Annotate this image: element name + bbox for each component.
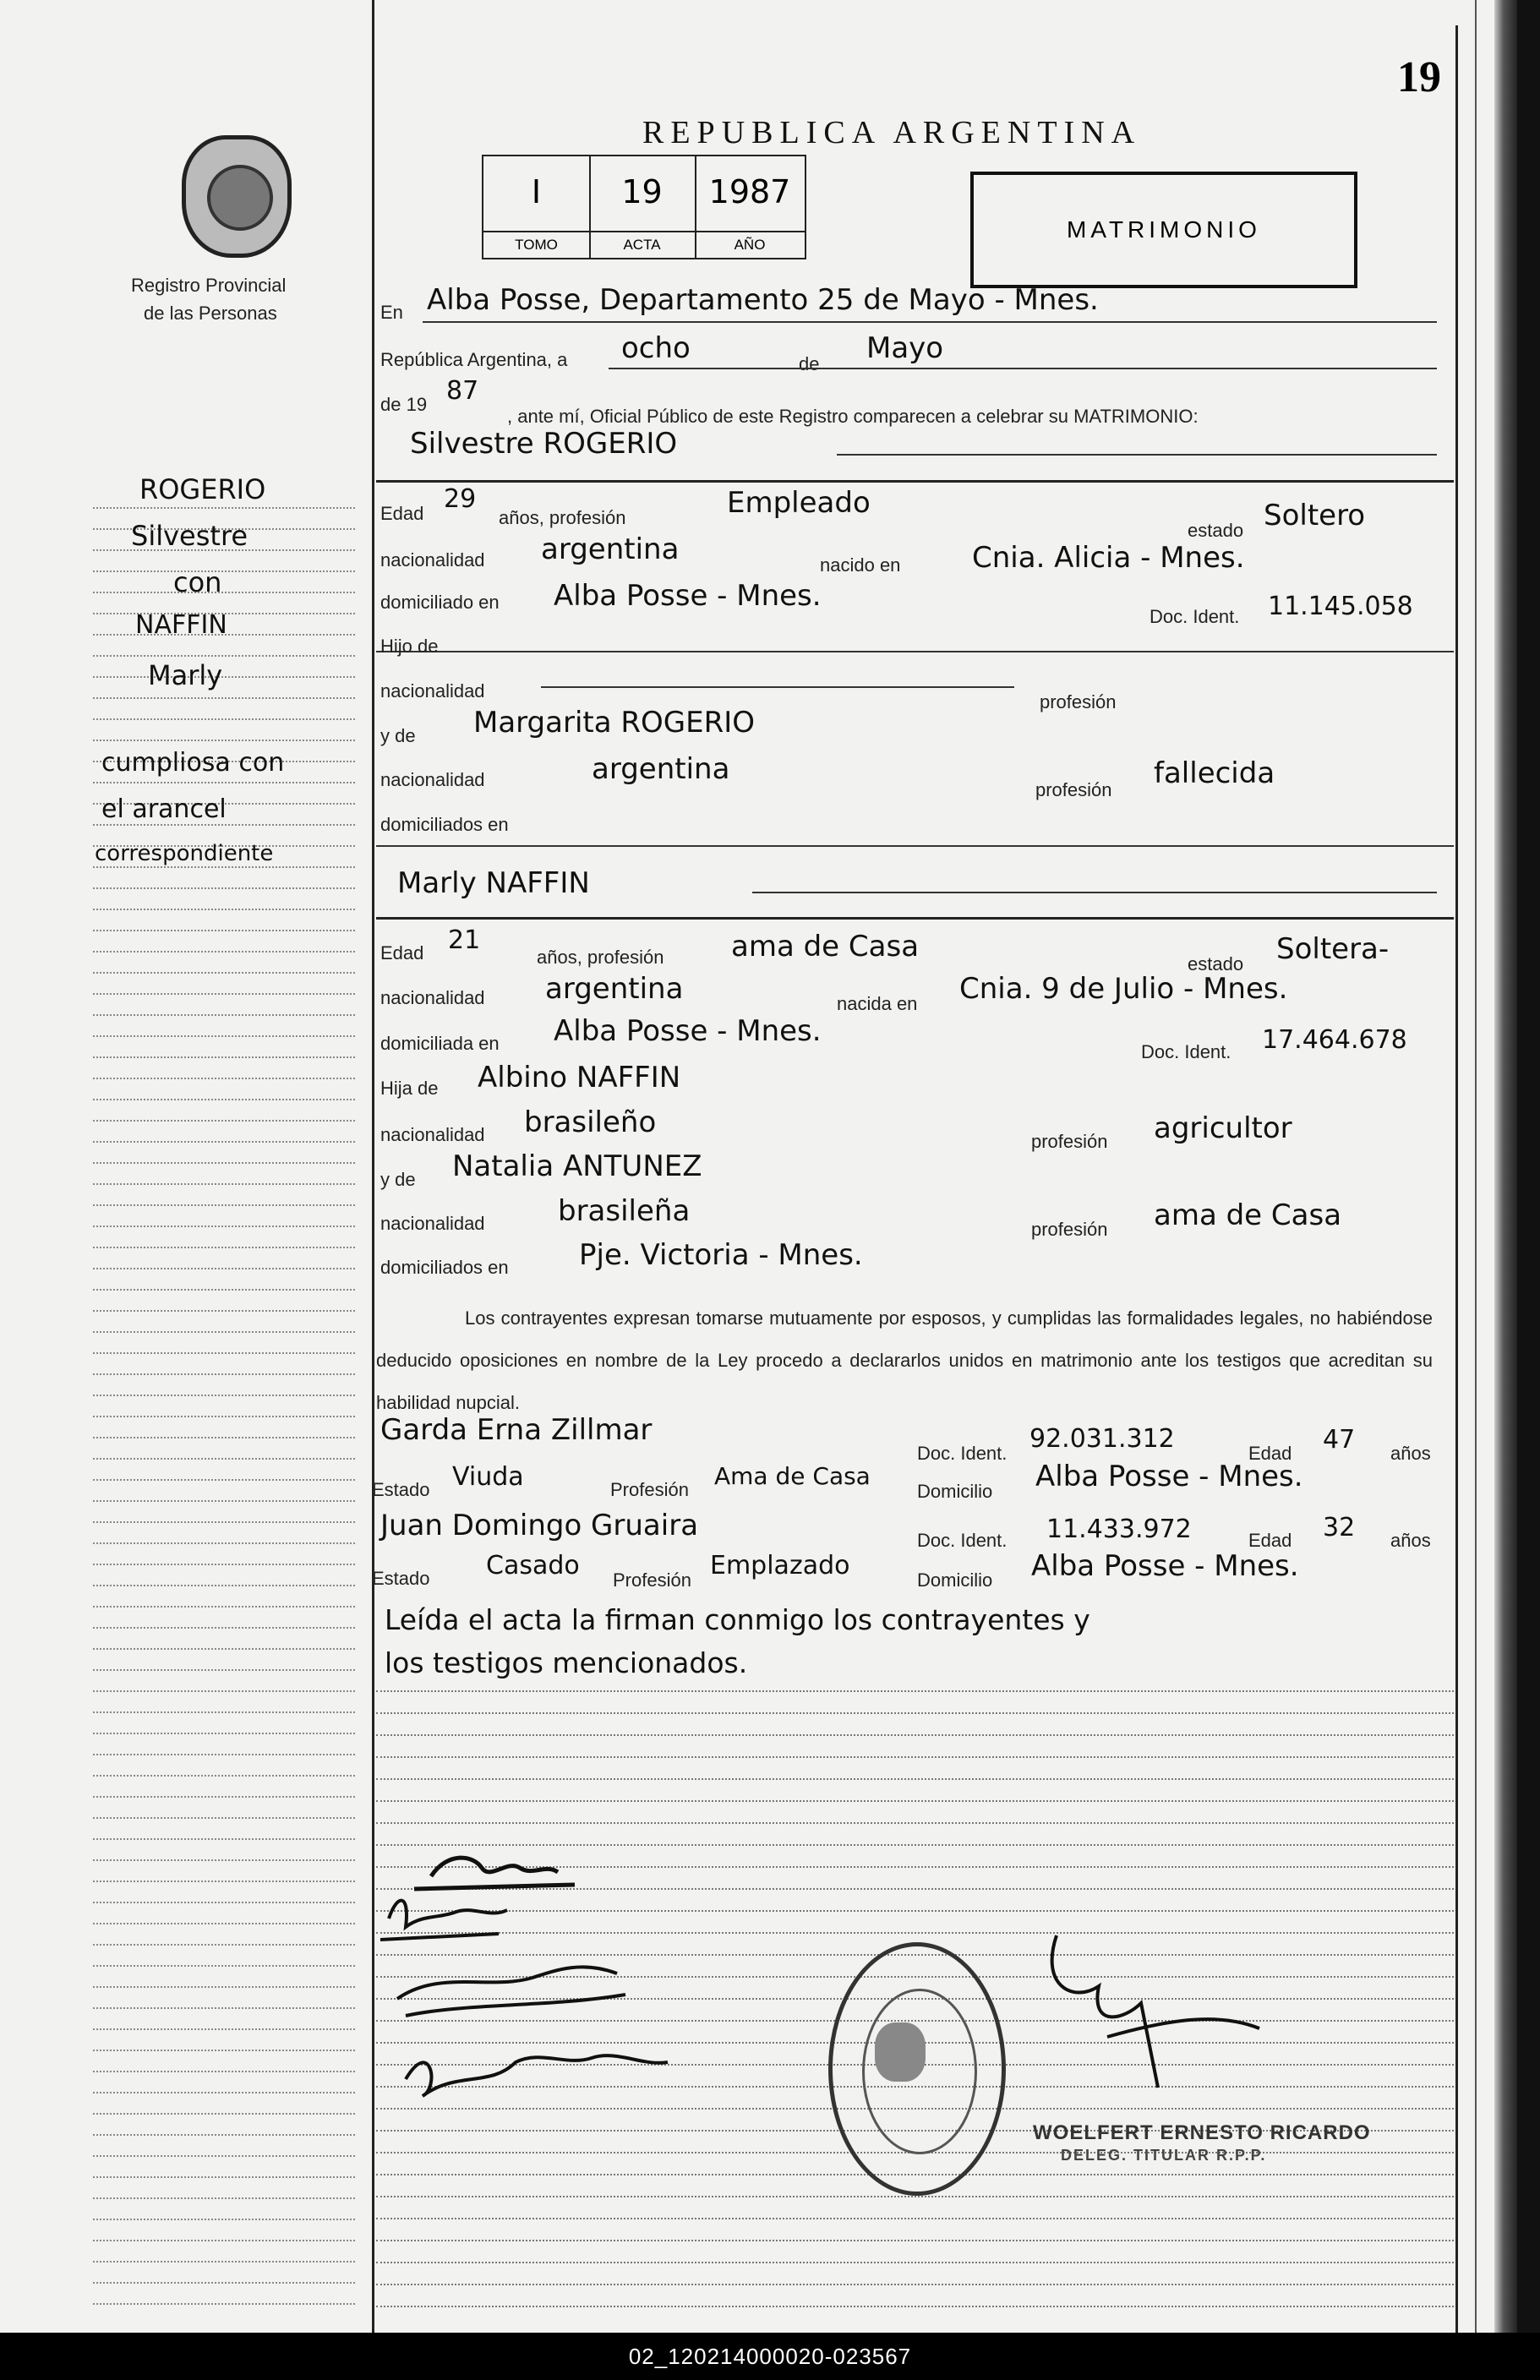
closing-line1: Leída el acta la firman conmigo los contrayentes y [385, 1603, 1090, 1636]
margin-ruled-line [93, 866, 355, 868]
witness2-prof-label: Profesión [613, 1569, 691, 1591]
bride-domicilio: Alba Posse - Mnes. [554, 1014, 822, 1048]
bride-mother-nac: brasileña [558, 1194, 691, 1228]
witness1-doc: 92.031.312 [1029, 1424, 1175, 1454]
margin-ruled-line [93, 697, 355, 699]
margin-note-line: Silvestre [131, 520, 248, 552]
signature-bride [380, 1901, 507, 1940]
act-type-box: MATRIMONIO [970, 172, 1357, 288]
margin-note-line: correspondiente [95, 841, 274, 866]
margin-ruled-line [93, 1056, 355, 1058]
margin-ruled-line [93, 1542, 355, 1544]
month-value: Mayo [866, 331, 944, 365]
margin-ruled-line [93, 1944, 355, 1946]
margin-ruled-line [93, 782, 355, 783]
official-seal [828, 1942, 1006, 2196]
margin-ruled-line [93, 951, 355, 953]
margin-ruled-line [93, 1817, 355, 1819]
margin-ruled-line [93, 1500, 355, 1502]
margin-ruled-line [93, 676, 355, 678]
groom-domicilio: Alba Posse - Mnes. [554, 579, 822, 613]
bride-nacida-en: Cnia. 9 de Julio - Mnes. [959, 972, 1288, 1006]
margin-ruled-line [93, 1268, 355, 1269]
margin-ruled-line [93, 1310, 355, 1312]
bride-profesion: ama de Casa [731, 930, 920, 963]
margin-outer-line [1475, 0, 1477, 2333]
body-ruled-line [376, 2262, 1454, 2263]
declaration-paragraph [376, 1297, 1433, 1424]
margin-ruled-line [93, 1352, 355, 1354]
margin-ruled-line [93, 2282, 355, 2284]
margin-ruled-line [93, 1986, 355, 1988]
groom-nac-label: nacionalidad [380, 549, 485, 570]
groom-father-nac-label: nacionalidad [380, 680, 485, 701]
margin-ruled-line [93, 1733, 355, 1734]
margin-ruled-line [93, 1035, 355, 1037]
bride-nacida-label: nacida en [837, 993, 918, 1014]
witness1-estado: Viuda [452, 1462, 524, 1492]
witness1-domicilio: Alba Posse - Mnes. [1035, 1460, 1303, 1493]
registry-line1: Registro Provincial [131, 275, 287, 296]
signature-witness1 [397, 1967, 625, 2016]
body-ruled-line [376, 2240, 1454, 2241]
margin-note-line: Marly [148, 659, 223, 691]
bride-father: Albino NAFFIN [478, 1061, 681, 1094]
bride-parents-dom: Pje. Victoria - Mnes. [579, 1238, 863, 1272]
margin-ruled-line [93, 993, 355, 995]
bride-mother-prof: ama de Casa [1154, 1198, 1342, 1232]
margin-ruled-line [93, 1099, 355, 1100]
margin-ruled-line [93, 1690, 355, 1692]
bride-mother-prof-label: profesión [1031, 1219, 1108, 1240]
groom-parents-dom-label: domiciliados en [380, 814, 509, 835]
margin-ruled-line [93, 1796, 355, 1798]
bride-father-nac-label: nacionalidad [380, 1124, 485, 1145]
margin-ruled-line [93, 2050, 355, 2051]
margin-ruled-line [93, 1902, 355, 1903]
place-value: Alba Posse, Departamento 25 de Mayo - Mnes. [427, 283, 1099, 317]
groom-hijo-label: Hijo de [380, 636, 439, 657]
groom-nacionalidad: argentina [541, 532, 680, 566]
witness1-dom-label: Domicilio [917, 1481, 993, 1502]
bride-hija-label: Hija de [380, 1078, 439, 1099]
margin-ruled-line [93, 718, 355, 720]
margin-ruled-line [93, 1141, 355, 1143]
witness2-estado-label: Estado [372, 1568, 430, 1589]
margin-ruled-line [93, 824, 355, 826]
margin-ruled-line [93, 1669, 355, 1671]
witness1-doc-label: Doc. Ident. [917, 1443, 1008, 1464]
groom-mother: Margarita ROGERIO [473, 706, 755, 740]
margin-ruled-line [93, 2028, 355, 2030]
official-title: DELEG. TITULAR R.P.P. [1061, 2147, 1267, 2164]
margin-ruled-line [93, 887, 355, 889]
tomo-label: TOMO [483, 231, 589, 258]
witness2-edad: 32 [1323, 1513, 1356, 1542]
groom-mother-prof-label: profesión [1035, 779, 1112, 800]
groom-nacido-label: nacido en [820, 554, 901, 576]
margin-ruled-line [93, 909, 355, 910]
page-number: 19 [1397, 53, 1441, 101]
margin-ruled-line [93, 1754, 355, 1755]
signature-groom [414, 1858, 575, 1889]
witness1-profesion: Ama de Casa [714, 1462, 871, 1490]
witness2-profesion: Emplazado [710, 1551, 850, 1580]
body-ruled-line [376, 2306, 1454, 2307]
bride-edad-label: Edad [380, 942, 424, 963]
margin-ruled-line [93, 1606, 355, 1608]
margin-ruled-line [93, 2155, 355, 2157]
day-value: ocho [621, 331, 691, 365]
body-ruled-line [376, 1800, 1454, 1802]
body-ruled-line [376, 1822, 1454, 1824]
margin-ruled-line [93, 2261, 355, 2263]
margin-ruled-line [93, 1162, 355, 1164]
margin-ruled-line [93, 655, 355, 657]
margin-ruled-line [93, 1014, 355, 1016]
groom-doc: 11.145.058 [1268, 592, 1413, 621]
margin-ruled-line [93, 740, 355, 741]
bride-mother: Natalia ANTUNEZ [452, 1149, 702, 1183]
margin-ruled-line [93, 2113, 355, 2115]
bride-estado: Soltera- [1276, 932, 1390, 966]
bride-yde-label: y de [380, 1169, 416, 1190]
margin-ruled-line [93, 1331, 355, 1333]
body-ruled-line [376, 1734, 1454, 1736]
margin-ruled-line [93, 2176, 355, 2178]
margin-ruled-line [93, 1648, 355, 1650]
body-ruled-line [376, 2196, 1454, 2197]
margin-ruled-line [93, 1627, 355, 1629]
republica-label: República Argentina, a [380, 349, 568, 370]
margin-ruled-line [93, 2134, 355, 2136]
margin-ruled-line [93, 1120, 355, 1122]
groom-estado: Soltero [1264, 499, 1366, 532]
groom-edad: 29 [444, 484, 477, 514]
margin-ruled-line [93, 2240, 355, 2241]
margin-ruled-line [93, 1585, 355, 1586]
margin-ruled-line [93, 1373, 355, 1375]
ano-label: AÑO [695, 231, 805, 258]
body-ruled-line [376, 1778, 1454, 1780]
margin-ruled-line [93, 1564, 355, 1565]
bride-doc: 17.464.678 [1262, 1025, 1407, 1055]
groom-mother-prof: fallecida [1154, 756, 1275, 790]
bride-doc-label: Doc. Ident. [1141, 1041, 1231, 1062]
witness2-edad-label: Edad [1248, 1530, 1292, 1551]
de-label: de [799, 353, 820, 374]
margin-ruled-line [93, 1204, 355, 1206]
margin-ruled-line [93, 1458, 355, 1460]
body-ruled-line [376, 2218, 1454, 2219]
bride-parents-dom-label: domiciliados en [380, 1257, 509, 1278]
ante-text: , ante mí, Oficial Público de este Registro comparecen a celebrar su MATRIMONIO: [507, 406, 1199, 427]
body-ruled-line [376, 1690, 1454, 1692]
bride-mother-nac-label: nacionalidad [380, 1213, 485, 1234]
margin-ruled-line [93, 1838, 355, 1840]
bride-dom-label: domiciliada en [380, 1033, 500, 1054]
groom-name: Silvestre ROGERIO [410, 427, 678, 461]
bride-edad: 21 [448, 925, 481, 955]
volume-box [482, 155, 806, 259]
year-label: de 19 [380, 394, 428, 415]
witness1-edad-label: Edad [1248, 1443, 1292, 1464]
margin-ruled-line [93, 972, 355, 974]
margin-ruled-line [93, 1247, 355, 1248]
bride-name: Marly NAFFIN [397, 866, 590, 900]
margin-ruled-line [93, 1183, 355, 1185]
margin-ruled-line [93, 1923, 355, 1924]
witness1-estado-label: Estado [372, 1479, 430, 1500]
witness1-edad: 47 [1323, 1425, 1356, 1455]
body-ruled-line [376, 1712, 1454, 1714]
book-edge [1494, 0, 1517, 2333]
margin-ruled-line [93, 2303, 355, 2305]
groom-mother-nac-label: nacionalidad [380, 769, 485, 790]
margin-ruled-line [93, 1775, 355, 1777]
margin-ruled-line [93, 1437, 355, 1438]
bride-father-prof-label: profesión [1031, 1131, 1108, 1152]
margin-ruled-line [93, 1521, 355, 1523]
margin-ruled-line [93, 1479, 355, 1481]
margin-ruled-line [93, 1859, 355, 1861]
witness2-dom-label: Domicilio [917, 1569, 993, 1591]
groom-father-prof-label: profesión [1040, 691, 1117, 712]
margin-ruled-line [93, 1395, 355, 1396]
margin-ruled-line [93, 1965, 355, 1967]
registry-line2: de las Personas [144, 303, 277, 324]
groom-dom-label: domiciliado en [380, 592, 500, 613]
signature-witness2 [406, 2055, 668, 2096]
bride-estado-label: estado [1188, 953, 1244, 974]
tomo-value: I [531, 173, 542, 210]
margin-right-line [1455, 25, 1458, 2333]
margin-ruled-line [93, 507, 355, 509]
en-label: En [380, 302, 403, 323]
margin-ruled-line [93, 570, 355, 572]
margin-note-line: NAFFIN [135, 610, 227, 640]
witness2-domicilio: Alba Posse - Mnes. [1031, 1549, 1299, 1583]
margin-ruled-line [93, 592, 355, 593]
bride-prof-label: años, profesión [537, 947, 664, 968]
margin-note-line: ROGERIO [139, 473, 266, 505]
official-name: WOELFERT ERNESTO RICARDO [1033, 2121, 1371, 2144]
groom-nacido-en: Cnia. Alicia - Mnes. [972, 541, 1245, 575]
groom-yde-label: y de [380, 725, 416, 746]
witness1-name: Garda Erna Zillmar [380, 1413, 653, 1447]
margin-note-line: con [173, 566, 222, 598]
groom-doc-label: Doc. Ident. [1150, 606, 1240, 627]
year-suffix: 87 [446, 376, 479, 406]
margin-ruled-line [93, 1225, 355, 1227]
witness2-anos-label: años [1390, 1530, 1431, 1551]
declaration-text: Los contrayentes expresan tomarse mutuamente por esposos, y cumplidas las formalidades legales, no habiéndose deducido oposiciones en nombre de la Ley procedo a declararlos unidos en matrimonio ante los testigos que acreditan su habilidad nupcial. [376, 1307, 1433, 1413]
witness2-name: Juan Domingo Gruaira [380, 1509, 699, 1542]
bride-father-nac: brasileño [524, 1105, 657, 1139]
margin-note-line: cumpliosa con [101, 748, 285, 778]
province-crest-icon [182, 135, 292, 258]
groom-profesion: Empleado [727, 486, 871, 520]
margin-ruled-line [93, 1416, 355, 1417]
ano-value: 1987 [708, 173, 791, 210]
bride-nacionalidad: argentina [545, 972, 684, 1006]
acta-label: ACTA [589, 231, 695, 258]
margin-ruled-line [93, 1711, 355, 1713]
margin-ruled-line [93, 930, 355, 931]
witness1-prof-label: Profesión [610, 1479, 689, 1500]
body-ruled-line [376, 2284, 1454, 2285]
margin-ruled-line [93, 2092, 355, 2093]
closing-line2: los testigos mencionados. [385, 1646, 748, 1679]
body-ruled-line [376, 1756, 1454, 1758]
margin-ruled-line [93, 2007, 355, 2009]
image-id-footer: 02_120214000020-023567 [0, 2333, 1540, 2380]
groom-mother-nac: argentina [592, 752, 730, 786]
witness2-estado: Casado [486, 1551, 580, 1580]
bride-nac-label: nacionalidad [380, 987, 485, 1008]
margin-ruled-line [93, 1289, 355, 1291]
margin-note-line: el arancel [101, 794, 227, 824]
bride-father-prof: agricultor [1154, 1111, 1292, 1145]
witness1-anos-label: años [1390, 1443, 1431, 1464]
groom-estado-label: estado [1188, 520, 1244, 541]
margin-ruled-line [93, 2219, 355, 2220]
groom-edad-label: Edad [380, 503, 424, 524]
witness2-doc-label: Doc. Ident. [917, 1530, 1008, 1551]
margin-ruled-line [93, 2071, 355, 2072]
witness2-doc: 11.433.972 [1046, 1515, 1192, 1544]
acta-value: 19 [621, 173, 663, 210]
country-title: REPUBLICA ARGENTINA [642, 115, 1142, 150]
groom-prof-label: años, profesión [499, 507, 626, 528]
margin-ruled-line [93, 2197, 355, 2199]
margin-ruled-line [93, 1078, 355, 1079]
signature-official [1052, 1935, 1259, 2088]
margin-ruled-line [93, 1881, 355, 1882]
